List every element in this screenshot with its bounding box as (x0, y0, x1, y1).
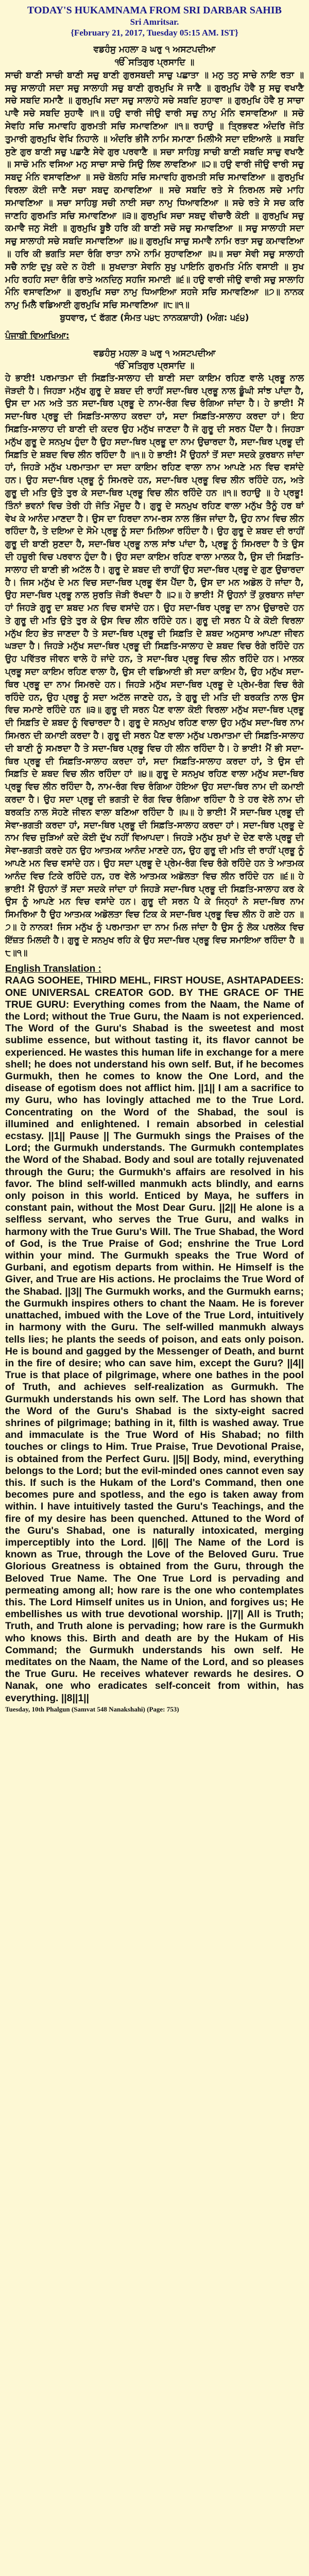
english-translation: RAAG SOOHEE, THIRD MEHL, FIRST HOUSE, ASHTAPADEES: ONE UNIVERSAL CREATOR GOD. BY THE GRACE OF THE TRUE GURU: Everything comes from the Naam, the Name of the Lord; without the True Guru, the Naam is not experienced. The Word of the Guru's Shabad is the sweetest and most sublime essence, but without tasting it, its flavor cannot be experienced. He wastes this human life in exchange for a mere shell; he does not understand his own self. But, if he becomes Gurmukh, then he comes to know the One Lord, and the disease of egotism does not afflict him. ||1|| I am a sacrifice to my Guru, who has lovingly attached me to the True Lord. Concentrating on the Word of the Shabad, the soul is illumined and enlightened. I remain absorbed in celestial ecstasy. ||1|| Pause || The Gurmukh sings the Praises of the Lord; the Gurmukh understands. The Gurmukh contemplates the Word of the Shabad. Body and soul are totally rejuvenated through the Guru; the Gurmukh's affairs are resolved in his favor. The blind self-willed manmukh acts blindly, and earns only poison in this world. Enticed by Maya, he suffers in constant pain, without the Most Dear Guru. ||2|| He alone is a selfless servant, who serves the True Guru, and walks in harmony with the True Guru's Will. The True Shabad, the Word of God, is the True Praise of God; enshrine the True Lord within your mind. The Gurmukh speaks the True Word of Gurbani, and egotism departs from within. He Himself is the Giver, and True are His actions. He proclaims the True Word of the Shabad. ||3|| The Gurmukh works, and the Gurmukh earns; the Gurmukh inspires others to chant the Naam. He is forever unattached, imbued with the Love of the True Lord, intuitively in harmony with the Guru. The self-willed manmukh always tells lies; he plants the seeds of poison, and eats only poison. He is bound and gagged by the Messenger of Death, and burnt in the fire of desire; who can save him, except the Guru? ||4|| True is that place of pilgrimage, where one bathes in the pool of Truth, and achieves self-realization as Gurmukh. The Gurmukh understands his own self. The Lord has shown that the Word of the Guru's Shabad is the sixty-eight sacred shrines of pilgrimage; bathing in it, filth is washed away. True and immaculate is the True Word of His Shabad; no filth touches or clings to Him. True Praise, True Devotional Praise, is obtained from the Perfect Guru. ||5|| Body, mind, everything belongs to the Lord; but the evil-minded ones cannot even say this. If such is the Hukam of the Lord's Command, then one becomes pure and spotless, and the ego is taken away from within. I have intuitively tasted the Guru's Teachings, and the fire of my desire has been quenched. Attuned to the Word of the Guru's Shabad, one is naturally intoxicated, merging imperceptibly into the Lord. ||6|| The Name of the Lord is known as True, through the Love of the Beloved Guru. True Glorious Greatness is obtained from the Guru, through the Beloved True Name. The One True Lord is pervading and permeating among all; how rare is the one who contemplates this. The Lord Himself unites us in Union, and forgives us; He embellishes us with true devotional worship. ||7|| All is Truth; Truth, and Truth alone is pervading; how rare is the Gurmukh who knows this. Birth and death are by the Hukam of His Command; the Gurmukh understands his own self. He meditates on the Naam, the Name of the Lord, and so pleases the True Guru. He receives whatever rewards he desires. O Nanak, one who eradicates self-conceit from within, has everything. ||8||1|| (5, 975, 304, 1704)
gurmukhi-subheading: ੴ ਸਤਿਗੁਰ ਪ੍ਰਸਾਦਿ ॥ (114, 57, 195, 67)
location-subtitle: Sri Amritsar. (130, 17, 179, 27)
gurmukhi-heading: ਵਡਹੰਸੁ ਮਹਲਾ ੩ ਘਰੁ ੧ ਅਸਟਪਦੀਆ (93, 44, 216, 55)
english-label: English Translation : (5, 963, 101, 975)
punjabi-subheading: ੴ ਸਤਿਗੁਰ ਪ੍ਰਸਾਦਿ ॥ (114, 360, 195, 371)
punjabi-heading: ਵਡਹੰਸੁ ਮਹਲਾ ੩ ਘਰੁ ੧ ਅਸਟਪਦੀਆ (93, 348, 216, 359)
header (5, 4, 304, 38)
footer-date: Tuesday, 10th Phalgun (Samvat 548 Nanakshahi) (Page: 753) (5, 1705, 179, 1713)
gurmukhi-citation: ਬੁਧਵਾਰ, ੯ ਫੱਗਣ (ਸੰਮਤ ੫੪੮ ਨਾਨਕਸ਼ਾਹੀ) (ਅੰਗ: ੫੬੪) (60, 312, 249, 323)
gurmukhi-shabad: ਸਾਚੀ ਬਾਣੀ ਸਾਚੀ ਬਾਣੀ ਸਚੁ ਬਾਣੀ ਗੁਰਸਬਦੀ ਸਾਚੁ ਪਛਾਤਾ ॥ ਮਨੁ ਤਨੁ ਸਾਚੇ ਨਾਇ ਰਤਾ ॥ ਸਚੁ ਸਾਲਾਹੀ ਸਦਾ ਸਚੁ ਸਾਲਾਹੀ ਸਚੁ ਬਾਣੀ ਗੁਰਮੁਖਿ ਸੋ ਜਾਣੈ ॥ ਗੁਰਮੁਖਿ ਹੋਵੈ ਸੁ ਸਚੁ ਵਖਾਣੈ ਸਚੇ ਸਬਦਿ ਸਮਾਣੈ ॥ ਗੁਰਮੁਖਿ ਸਦਾ ਸਚੁ ਸਾਲਾਹੇ ਸਚੇ ਸਬਦਿ ਸੁਹਾਵਾ ॥ ਗੁਰਮੁਖਿ ਹੋਵੈ ਸੁ ਸਾਚਾ ਪਾਵੈ ਸਚੇ ਸਬਦਿ ਸੁਹਾਵੈ ॥੧॥ ਹਉ ਵਾਰੀ ਜੀਉ ਵਾਰੀ ਸਚੁ ਨਾਮੁ ਮੰਨਿ ਵਸਾਵਣਿਆ ॥ ਸਚੋ ਸੇਵਹਿ ਸਚਿ ਸਮਾਵਹਿ ਗੁਰਮਤੀ ਸਚਿ ਸਮਾਵਣਿਆ ॥੧॥ ਰਹਾਉ ॥ ਤ੍ਰਿਭਵਣ ਅੰਦਰਿ ਜੋਤਿ ਤੁਮਾਰੀ ਗੁਰਮੁਖਿ ਵੇਖਿ ਨਿਹਾਲੇ ॥ ਅੰਦਰਿ ਭੀਜੈ ਨਾਮਿ ਸਮਾਣਾ ਮਿਲੀਐ ਸਦਾ ਦਇਆਲੇ ॥ ਸਬਦਿ ਸੁਣੇ ਗੁਰ ਬਾਣੀ ਸਚੁ ਪਛਾਣੈ ਸੇਵੇ ਗੁਰ ਪਰਵਾਣੈ ॥ ਸਚਾ ਸਾਹਿਬੁ ਸਾਚੀ ਬਾਣੀ ਸਬਦਿ ਸਾਚੁ ਵਖਾਣੈ ॥ ਸਾਚੋ ਮਨਿ ਵਸਿਆ ਮਨੁ ਸਾਚਾ ਸਾਚੇ ਸਿਉ ਲਿਵ ਲਾਵਣਿਆ ॥੨॥ ਹਉ ਵਾਰੀ ਜੀਉ ਵਾਰੀ ਸਚੁ ਸਬਦੁ ਮੰਨਿ ਵਸਾਵਣਿਆ ॥ ਸਚੋ ਬੋਲਹਿ ਸਚਿ ਸਮਾਵਹਿ ਗੁਰਮਤੀ ਸਚਿ ਸਮਾਵਣਿਆ ॥ ਗੁਰਮੁਖਿ ਵਿਰਲਾ ਕੋਈ ਜਾਣੈ ਸਚਾ ਸਬਦੁ ਕਮਾਵਣਿਆ ॥ ਸਚੇ ਸਬਦਿ ਰਤੇ ਸੇ ਨਿਰਮਲ ਸਚੇ ਮਾਹਿ ਸਮਾਵਣਿਆ ॥ ਸਚਾ ਸਾਹਿਬੁ ਸਚੀ ਨਾਈ ਸਚਾ ਨਾਮੁ ਧਿਆਵਣਿਆ ॥ ਸਚੇ ਰਤੇ ਸੇ ਸਚ ਕਰਿ ਜਾਣਹਿ ਗੁਰਮਤਿ ਸਚਿ ਸਮਾਵਣਿਆ ॥੩॥ ਗੁਰਮੁਖਿ ਸਚਾ ਸਬਦੁ ਵੀਚਾਰੈ ਕੋਈ ॥ ਗੁਰਮੁਖਿ ਸਚੁ ਕਮਾਵੈ ਜਨੁ ਸੋਈ ॥ ਗੁਰਮੁਖਿ ਬੂਝੈ ਹਰਿ ਕੀ ਬਾਣੀ ਸਚੋ ਸਚੁ ਸਮਾਵਣਿਆ ॥ ਸਚੁ ਸਾਲਾਹੀ ਸਦਾ ਸਚੁ ਸਾਲਾਹੀ ਸਚੇ ਸਬਦਿ ਸਮਾਵਣਿਆ ॥੪॥ ਗੁਰਮੁਖਿ ਸਾਚੁ ਸਮਾਵੈ ਨਾਮਿ ਰਤਾ ਸਚੁ ਕਮਾਵਣਿਆ ॥ ਹਰਿ ਕੀ ਭਗਤਿ ਸਦਾ ਰੰਗਿ ਰਾਤਾ ਨਾਮੇ ਨਾਮਿ ਸੁਹਾਵਣਿਆ ॥੫॥ ਸਚਾ ਸੇਵੀ ਸਚੁ ਸਾਲਾਹੀ ਸਚੈ ਨਾਇ ਦੁਖੁ ਕਦੇ ਨ ਹੋਈ ॥ ਸੁਖਦਾਤਾ ਸੇਵਨਿ ਸੁਖੁ ਪਾਇਨਿ ਗੁਰਮਤਿ ਮੰਨਿ ਵਸਾਈ ॥ ਸੁਖ ਮਹਿ ਰਹਹਿ ਸਦਾ ਰੰਗਿ ਰਾਤੇ ਅਨਦਿਨੁ ਸਹਜਿ ਸਮਾਈ ॥੬॥ ਹਉ ਵਾਰੀ ਜੀਉ ਵਾਰੀ ਸਚੁ ਸਾਲਾਹਿ ਮੰਨਿ ਵਸਾਵਣਿਆ ॥ ਗੁਰਮੁਖਿ ਸਚਾ ਨਾਮੁ ਧਿਆਇਆ ਸਹਜੇ ਸਚਿ ਸਮਾਵਣਿਆ ॥੭॥ ਨਾਨਕ ਨਾਮੁ ਮਿਲੈ ਵਡਿਆਈ ਗੁਰਮੁਖਿ ਸਚਿ ਸਮਾਵਣਿਆ ॥੮॥੧॥ (5, 70, 304, 311)
page-title: TODAY'S HUKAMNAMA FROM SRI DARBAR SAHIB (27, 5, 282, 16)
punjabi-explanation: ਹੇ ਭਾਈ! ਪਰਮਾਤਮਾ ਦੀ ਸਿਫ਼ਤਿ-ਸਾਲਾਹ ਦੀ ਬਾਣੀ ਸਦਾ ਕਾਇਮ ਰਹਿਣ ਵਾਲੇ ਪ੍ਰਭੂ ਨਾਲ ਜੋੜਦੀ ਹੈ। ਜਿਹੜਾ ਮਨੁੱਖ ਗੁਰੂ ਦੇ ਸ਼ਬਦ ਦੀ ਰਾਹੀਂ ਸਦਾ-ਥਿਰ ਪ੍ਰਭੂ ਨਾਲ ਡੂੰਘੀ ਸਾਂਝ ਪਾਂਦਾ ਹੈ, ਉਸ ਦਾ ਮਨ ਅਤੇ ਤਨ ਸਦਾ-ਥਿਰ ਪ੍ਰਭੂ ਦੇ ਨਾਮ-ਰੰਗ ਵਿਚ ਰੰਗਿਆ ਜਾਂਦਾ ਹੈ। ਹੇ ਭਾਈ! ਮੈਂ ਸਦਾ-ਥਿਰ ਪ੍ਰਭੂ ਦੀ ਸਿਫ਼ਤਿ-ਸਾਲਾਹ ਕਰਦਾ ਹਾਂ, ਸਦਾ ਸਿਫ਼ਤਿ-ਸਾਲਾਹ ਕਰਦਾ ਹਾਂ। ਇਹ ਸਿਫ਼ਤਿ-ਸਾਲਾਹ ਦੀ ਬਾਣੀ ਦੀ ਕਦਰ ਉਹ ਮਨੁੱਖ ਜਾਣਦਾ ਹੈ ਜੋ ਗੁਰੂ ਦੀ ਸਰਨ ਪੈਂਦਾ ਹੈ। ਜਿਹੜਾ ਮਨੁੱਖ ਗੁਰੂ ਦੇ ਸਨਮੁਖ ਹੁੰਦਾ ਹੈ ਉਹ ਸਦਾ-ਥਿਰ ਪ੍ਰਭੂ ਦਾ ਨਾਮ ਉਚਾਰਦਾ ਹੈ, ਸਦਾ-ਥਿਰ ਪ੍ਰਭੂ ਦੀ ਸਿਫ਼ਤਿ ਦੇ ਸ਼ਬਦ ਵਿਚ ਲੀਨ ਰਹਿੰਦਾ ਹੈ ॥੧॥ ਹੇ ਭਾਈ! ਮੈਂ ਉਹਨਾਂ ਤੋਂ ਸਦਾ ਸਦਕੇ ਕੁਰਬਾਨ ਜਾਂਦਾ ਹਾਂ, ਜਿਹੜੇ ਮਨੁੱਖ ਪਰਮਾਤਮਾ ਦਾ ਸਦਾ ਕਾਇਮ ਰਹਿਣ ਵਾਲਾ ਨਾਮ ਆਪਣੇ ਮਨ ਵਿਚ ਵਸਾਂਦੇ ਹਨ। ਉਹ ਸਦਾ-ਥਿਰ ਪ੍ਰਭੂ ਨੂੰ ਸਿਮਰਦੇ ਹਨ, ਸਦਾ-ਥਿਰ ਪ੍ਰਭੂ ਵਿਚ ਲੀਨ ਰਹਿੰਦੇ ਹਨ, ਅਤੇ ਗੁਰੂ ਦੀ ਮਤਿ ਉਤੇ ਤੁਰ ਕੇ ਸਦਾ-ਥਿਰ ਪ੍ਰਭੂ ਵਿਚ ਲੀਨ ਰਹਿੰਦੇ ਹਨ ॥੧॥ ਰਹਾਉ ॥ ਹੇ ਪ੍ਰਭੂ! ਤਿੰਨਾਂ ਭਵਨਾਂ ਵਿਚ ਤੇਰੀ ਹੀ ਜੋਤਿ ਮੌਜੂਦ ਹੈ। ਗੁਰੂ ਦੇ ਸਨਮੁਖ ਰਹਿਣ ਵਾਲਾ ਮਨੁੱਖ ਤੈਨੂੰ ਹਰ ਥਾਂ ਵੇਖ ਕੇ ਆਨੰਦ ਮਾਣਦਾ ਹੈ। ਉਸ ਦਾ ਹਿਰਦਾ ਨਾਮ-ਰਸ ਨਾਲ ਭਿੱਜ ਜਾਂਦਾ ਹੈ, ਉਹ ਨਾਮ ਵਿਚ ਲੀਨ ਰਹਿੰਦਾ ਹੈ, ਤੇ ਦਇਆ ਦੇ ਸੋਮੇ ਪ੍ਰਭੂ ਨੂੰ ਸਦਾ ਮਿਲਿਆ ਰਹਿੰਦਾ ਹੈ। ਉਹ ਗੁਰੂ ਦੇ ਸ਼ਬਦ ਦੀ ਰਾਹੀਂ ਗੁਰੂ ਦੀ ਬਾਣੀ ਸੁਣਦਾ ਹੈ, ਸਦਾ-ਥਿਰ ਪ੍ਰਭੂ ਨਾਲ ਸਾਂਝ ਪਾਂਦਾ ਹੈ, ਪ੍ਰਭੂ ਨੂੰ ਸਿਮਰਦਾ ਹੈ ਤੇ ਉਸ ਦੀ ਹਜ਼ੂਰੀ ਵਿਚ ਪਰਵਾਨ ਹੁੰਦਾ ਹੈ। ਉਹ ਸਦਾ ਕਾਇਮ ਰਹਿਣ ਵਾਲਾ ਮਾਲਕ ਹੈ, ਉਸ ਦੀ ਸਿਫ਼ਤਿ-ਸਾਲਾਹ ਦੀ ਬਾਣੀ ਭੀ ਅਟੱਲ ਹੈ। ਗੁਰੂ ਦੇ ਸ਼ਬਦ ਦੀ ਰਾਹੀਂ ਉਹ ਸਦਾ-ਥਿਰ ਪ੍ਰਭੂ ਦੇ ਗੁਣ ਉਚਾਰਦਾ ਹੈ। ਜਿਸ ਮਨੁੱਖ ਦੇ ਮਨ ਵਿਚ ਸਦਾ-ਥਿਰ ਪ੍ਰਭੂ ਵੱਸ ਪੈਂਦਾ ਹੈ, ਉਸ ਦਾ ਮਨ ਅਡੋਲ ਹੋ ਜਾਂਦਾ ਹੈ, ਉਹ ਸਦਾ-ਥਿਰ ਪ੍ਰਭੂ ਨਾਲ ਸੁਰਤਿ ਜੋੜੀ ਰੱਖਦਾ ਹੈ ॥੨॥ ਹੇ ਭਾਈ! ਮੈਂ ਉਹਨਾਂ ਤੋਂ ਕੁਰਬਾਨ ਜਾਂਦਾ ਹਾਂ ਜਿਹੜੇ ਗੁਰੂ ਦਾ ਸ਼ਬਦ ਮਨ ਵਿਚ ਵਸਾਂਦੇ ਹਨ। ਉਹ ਸਦਾ-ਥਿਰ ਪ੍ਰਭੂ ਦਾ ਨਾਮ ਉਚਾਰਦੇ ਹਨ ਤੇ ਗੁਰੂ ਦੀ ਮਤਿ ਉਤੇ ਤੁਰ ਕੇ ਉਸ ਵਿਚ ਲੀਨ ਰਹਿੰਦੇ ਹਨ। ਗੁਰੂ ਦੀ ਸਰਨ ਪੈ ਕੇ ਕੋਈ ਵਿਰਲਾ ਮਨੁੱਖ ਇਹ ਭੇਤ ਜਾਣਦਾ ਹੈ ਤੇ ਸਦਾ-ਥਿਰ ਪ੍ਰਭੂ ਦੀ ਸਿਫ਼ਤਿ ਦੇ ਸ਼ਬਦ ਅਨੁਸਾਰ ਆਪਣਾ ਜੀਵਨ ਘੜਦਾ ਹੈ। ਜਿਹੜੇ ਮਨੁੱਖ ਸਦਾ-ਥਿਰ ਪ੍ਰਭੂ ਦੀ ਸਿਫ਼ਤਿ-ਸਾਲਾਹ ਦੇ ਸ਼ਬਦ ਵਿਚ ਰੰਗੇ ਰਹਿੰਦੇ ਹਨ ਉਹ ਪਵਿੱਤਰ ਜੀਵਨ ਵਾਲੇ ਹੋ ਜਾਂਦੇ ਹਨ, ਤੇ ਸਦਾ-ਥਿਰ ਪ੍ਰਭੂ ਵਿਚ ਲੀਨ ਰਹਿੰਦੇ ਹਨ। ਮਾਲਕ ਪ੍ਰਭੂ ਸਦਾ ਕਾਇਮ ਰਹਿਣ ਵਾਲਾ ਹੈ, ਉਸ ਦੀ ਵਡਿਆਈ ਭੀ ਸਦਾ ਕਾਇਮ ਹੈ, ਉਹ ਮਨੁੱਖ ਸਦਾ-ਥਿਰ ਪ੍ਰਭੂ ਦਾ ਨਾਮ ਸਿਮਰਦੇ ਹਨ। ਜਿਹੜੇ ਮਨੁੱਖ ਸਦਾ-ਥਿਰ ਪ੍ਰਭੂ ਦੇ ਪ੍ਰੇਮ-ਰੰਗ ਵਿਚ ਰੰਗੇ ਰਹਿੰਦੇ ਹਨ, ਉਹ ਪ੍ਰਭੂ ਨੂੰ ਸਦਾ ਅਟੱਲ ਜਾਣਦੇ ਹਨ, ਤੇ ਗੁਰੂ ਦੀ ਮਤਿ ਦੀ ਬਰਕਤਿ ਨਾਲ ਉਸ ਵਿਚ ਸਮਾਏ ਰਹਿੰਦੇ ਹਨ ॥੩॥ ਗੁਰੂ ਦੀ ਸਰਨ ਪੈਣ ਵਾਲਾ ਕੋਈ ਵਿਰਲਾ ਮਨੁੱਖ ਸਦਾ-ਥਿਰ ਪ੍ਰਭੂ ਦੀ ਸਿਫ਼ਤਿ ਦੇ ਸ਼ਬਦ ਨੂੰ ਵਿਚਾਰਦਾ ਹੈ। ਗੁਰੂ ਦੇ ਸਨਮੁਖ ਰਹਿਣ ਵਾਲਾ ਉਹ ਮਨੁੱਖ ਸਦਾ-ਥਿਰ ਨਾਮ ਸਿਮਰਨ ਦੀ ਕਮਾਈ ਕਰਦਾ ਹੈ। ਗੁਰੂ ਦੀ ਸਰਨ ਪੈਣ ਵਾਲਾ ਮਨੁੱਖ ਪਰਮਾਤਮਾ ਦੀ ਸਿਫ਼ਤਿ-ਸਾਲਾਹ ਦੀ ਬਾਣੀ ਨੂੰ ਸਮਝਦਾ ਹੈ ਤੇ ਸਦਾ-ਥਿਰ ਪ੍ਰਭੂ ਵਿਚ ਹੀ ਲੀਨ ਰਹਿੰਦਾ ਹੈ। ਹੇ ਭਾਈ! ਮੈਂ ਭੀ ਸਦਾ-ਥਿਰ ਪ੍ਰਭੂ ਦੀ ਸਿਫ਼ਤਿ-ਸਾਲਾਹ ਕਰਦਾ ਹਾਂ, ਸਦਾ ਸਿਫ਼ਤਿ-ਸਾਲਾਹ ਕਰਦਾ ਹਾਂ, ਤੇ ਉਸ ਦੀ ਸਿਫ਼ਤਿ ਦੇ ਸ਼ਬਦ ਵਿਚ ਲੀਨ ਰਹਿੰਦਾ ਹਾਂ ॥੪॥ ਗੁਰੂ ਦੇ ਸਨਮੁਖ ਰਹਿਣ ਵਾਲਾ ਮਨੁੱਖ ਸਦਾ-ਥਿਰ ਪ੍ਰਭੂ ਵਿਚ ਲੀਨ ਰਹਿੰਦਾ ਹੈ, ਨਾਮ-ਰੰਗ ਵਿਚ ਰੰਗਿਆ ਹੋਇਆ ਉਹ ਸਦਾ-ਥਿਰ ਨਾਮ ਦੀ ਕਮਾਈ ਕਰਦਾ ਹੈ। ਉਹ ਸਦਾ ਪ੍ਰਭੂ ਦੀ ਭਗਤੀ ਦੇ ਰੰਗ ਵਿਚ ਰੰਗਿਆ ਰਹਿੰਦਾ ਹੈ ਤੇ ਹਰ ਵੇਲੇ ਨਾਮ ਦੀ ਬਰਕਤਿ ਨਾਲ ਸੋਹਣੇ ਜੀਵਨ ਵਾਲਾ ਬਣਿਆ ਰਹਿੰਦਾ ਹੈ ॥੫॥ ਹੇ ਭਾਈ! ਮੈਂ ਸਦਾ-ਥਿਰ ਪ੍ਰਭੂ ਦੀ ਸੇਵਾ-ਭਗਤੀ ਕਰਦਾ ਹਾਂ, ਸਦਾ-ਥਿਰ ਪ੍ਰਭੂ ਦੀ ਸਿਫ਼ਤਿ-ਸਾਲਾਹ ਕਰਦਾ ਹਾਂ। ਸਦਾ-ਥਿਰ ਪ੍ਰਭੂ ਦੇ ਨਾਮ ਵਿਚ ਜੁੜਿਆਂ ਕਦੇ ਕੋਈ ਦੁੱਖ ਨਹੀਂ ਵਿਆਪਦਾ। ਜਿਹੜੇ ਮਨੁੱਖ ਸੁਖਾਂ ਦੇ ਦੇਣ ਵਾਲੇ ਪ੍ਰਭੂ ਦੀ ਸੇਵਾ-ਭਗਤੀ ਕਰਦੇ ਹਨ ਉਹ ਆਤਮਕ ਆਨੰਦ ਮਾਣਦੇ ਹਨ, ਉਹ ਗੁਰੂ ਦੀ ਮਤਿ ਦੀ ਰਾਹੀਂ ਪ੍ਰਭੂ ਨੂੰ ਆਪਣੇ ਮਨ ਵਿਚ ਵਸਾਂਦੇ ਹਨ। ਉਹ ਸਦਾ ਪ੍ਰਭੂ ਦੇ ਪ੍ਰੇਮ-ਰੰਗ ਵਿਚ ਰੰਗੇ ਰਹਿੰਦੇ ਹਨ ਤੇ ਆਤਮਕ ਆਨੰਦ ਵਿਚ ਟਿਕੇ ਰਹਿੰਦੇ ਹਨ, ਹਰ ਵੇਲੇ ਆਤਮਕ ਅਡੋਲਤਾ ਵਿਚ ਲੀਨ ਰਹਿੰਦੇ ਹਨ ॥੬॥ ਹੇ ਭਾਈ! ਮੈਂ ਉਹਨਾਂ ਤੋਂ ਸਦਾ ਸਦਕੇ ਜਾਂਦਾ ਹਾਂ ਜਿਹੜੇ ਸਦਾ-ਥਿਰ ਪ੍ਰਭੂ ਦੀ ਸਿਫ਼ਤਿ-ਸਾਲਾਹ ਕਰ ਕੇ ਉਸ ਨੂੰ ਆਪਣੇ ਮਨ ਵਿਚ ਵਸਾਂਦੇ ਹਨ। ਗੁਰੂ ਦੀ ਸਰਨ ਪੈ ਕੇ ਜਿਨ੍ਹਾਂ ਨੇ ਸਦਾ-ਥਿਰ ਨਾਮ ਸਿਮਰਿਆ ਹੈ ਉਹ ਆਤਮਕ ਅਡੋਲਤਾ ਵਿਚ ਟਿਕ ਕੇ ਸਦਾ-ਥਿਰ ਪ੍ਰਭੂ ਵਿਚ ਲੀਨ ਹੋ ਗਏ ਹਨ ॥੭॥ ਹੇ ਨਾਨਕ! ਜਿਸ ਮਨੁੱਖ ਨੂੰ ਪਰਮਾਤਮਾ ਦਾ ਨਾਮ ਮਿਲ ਜਾਂਦਾ ਹੈ ਉਸ ਨੂੰ ਲੋਕ ਪਰਲੋਕ ਵਿਚ ਇੱਜ਼ਤ ਮਿਲਦੀ ਹੈ। ਗੁਰੂ ਦੇ ਸਨਮੁਖ ਰਹਿ ਕੇ ਉਹ ਸਦਾ-ਥਿਰ ਪ੍ਰਭੂ ਵਿਚ ਸਮਾਇਆ ਰਹਿੰਦਾ ਹੈ ॥੮॥੧॥ (5, 372, 304, 958)
date-line: {February 21, 2017, Tuesday 05:15 AM. IST} (71, 28, 238, 38)
punjabi-label: ਪੰਜਾਬੀ ਵਿਆਖਿਆ: (5, 330, 70, 341)
